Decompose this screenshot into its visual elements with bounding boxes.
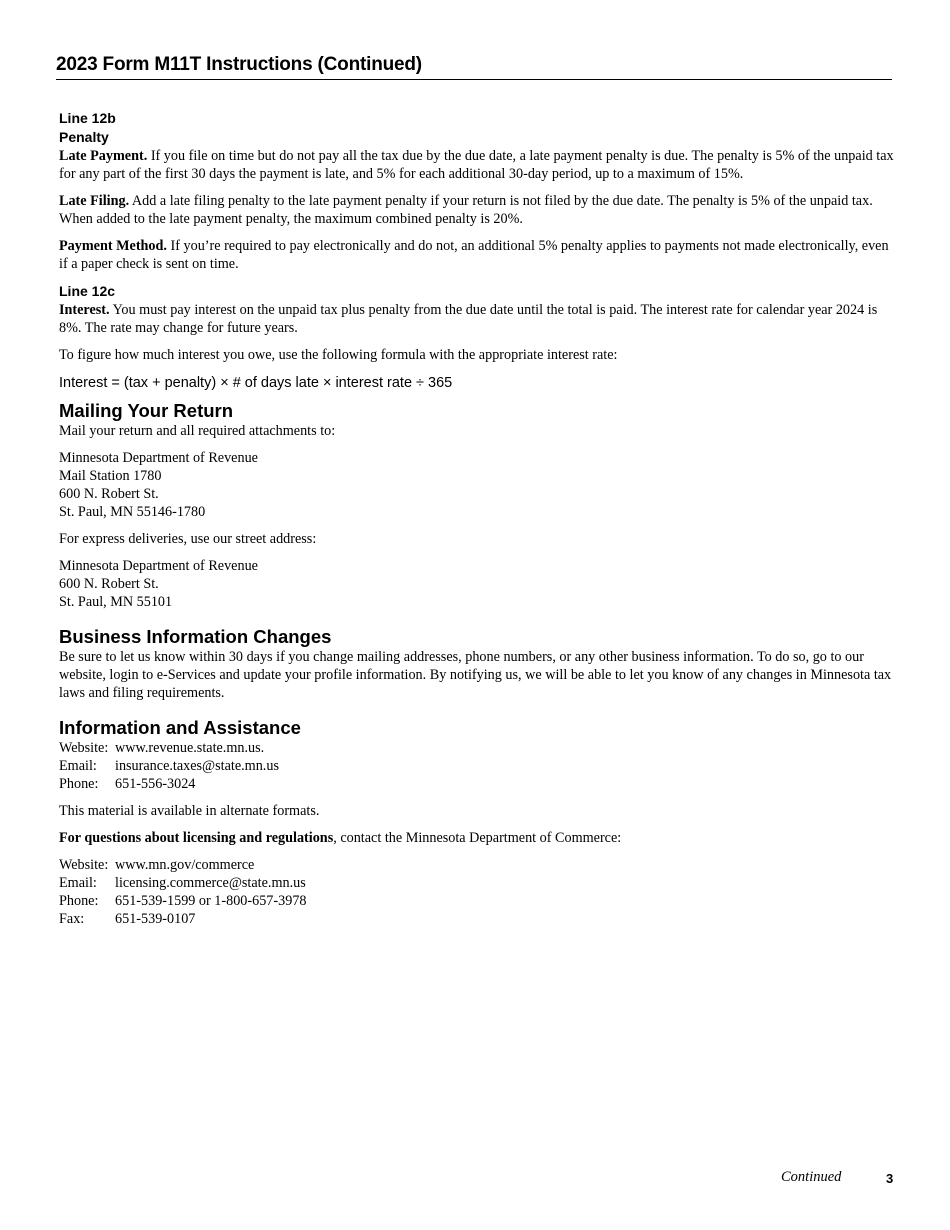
address-line: St. Paul, MN 55101 bbox=[59, 594, 173, 610]
line-12b-heading: Line 12b bbox=[59, 110, 116, 126]
contact-label: Website: bbox=[59, 740, 109, 756]
interest-paragraph bbox=[59, 301, 899, 337]
website-link[interactable]: www.revenue.state.mn.us. bbox=[115, 740, 265, 756]
figure-interest-text: To figure how much interest you owe, use the following formula with the appropriate interest rate: bbox=[59, 347, 618, 363]
continued-label: Continued bbox=[781, 1169, 842, 1185]
interest-formula: Interest = (tax + penalty) × # of days late × interest rate ÷ 365 bbox=[59, 375, 453, 391]
contact-row bbox=[59, 775, 899, 793]
address-line: 600 N. Robert St. bbox=[59, 486, 159, 502]
contact-label: Email: bbox=[59, 758, 97, 774]
commerce-bold: For questions about licensing and regulations bbox=[59, 830, 334, 846]
payment-method-paragraph bbox=[59, 237, 899, 273]
contact-row bbox=[59, 739, 899, 757]
contact-label: Fax: bbox=[59, 911, 85, 927]
payment-method-label: Payment Method. bbox=[59, 238, 167, 254]
interest-text: You must pay interest on the unpaid tax plus penalty from the due date until the total is paid. The interest rate for calendar year 2024 is 8%. The rate may change for future years. bbox=[59, 302, 878, 336]
late-payment-paragraph bbox=[59, 147, 899, 183]
street-address bbox=[59, 557, 899, 611]
commerce-contacts bbox=[59, 856, 899, 928]
commerce-paragraph bbox=[59, 829, 899, 847]
mailing-intro: Mail your return and all required attachments to: bbox=[59, 423, 336, 439]
contact-row bbox=[59, 910, 899, 928]
page-number: 3 bbox=[886, 1171, 894, 1186]
late-payment-text: If you file on time but do not pay all the tax due by the due date, a late payment penalty is due. The penalty is 5% of the unpaid tax for any part of the first 30 days the payment is late, and 5% for each additional 30-day period, up to a maximum of 15%. bbox=[59, 148, 894, 182]
address-line: Minnesota Department of Revenue bbox=[59, 450, 258, 466]
late-payment-label: Late Payment. bbox=[59, 148, 148, 164]
late-filing-text: Add a late filing penalty to the late payment penalty if your return is not filed by the due date. The penalty is 5% of the unpaid tax. When added to the late payment penalty, the maximum combined penalty is 20%. bbox=[59, 193, 873, 227]
page-title: 2023 Form M11T Instructions (Continued) bbox=[56, 54, 422, 75]
mailing-heading: Mailing Your Return bbox=[59, 400, 234, 421]
email-link[interactable]: licensing.commerce@state.mn.us bbox=[115, 875, 306, 891]
fax-value: 651-539-0107 bbox=[115, 911, 196, 927]
contact-label: Phone: bbox=[59, 776, 99, 792]
express-delivery-text: For express deliveries, use our street address: bbox=[59, 531, 317, 547]
contact-row bbox=[59, 757, 899, 775]
revenue-contacts bbox=[59, 739, 899, 793]
email-link[interactable]: insurance.taxes@state.mn.us bbox=[115, 758, 279, 774]
contact-row bbox=[59, 856, 899, 874]
business-changes-heading: Business Information Changes bbox=[59, 626, 332, 647]
line-12c-heading: Line 12c bbox=[59, 283, 116, 299]
assistance-heading: Information and Assistance bbox=[59, 717, 301, 738]
mailing-address bbox=[59, 449, 899, 521]
phone-value: 651-539-1599 or 1-800-657-3978 bbox=[115, 893, 307, 909]
alternate-formats-text: This material is available in alternate formats. bbox=[59, 803, 320, 819]
contact-label: Website: bbox=[59, 857, 109, 873]
interest-label: Interest. bbox=[59, 302, 110, 318]
commerce-text: , contact the Minnesota Department of Commerce: bbox=[333, 830, 622, 846]
contact-label: Email: bbox=[59, 875, 97, 891]
contact-label: Phone: bbox=[59, 893, 99, 909]
contact-row bbox=[59, 892, 899, 910]
phone-value: 651-556-3024 bbox=[115, 776, 196, 792]
penalty-subheading: Penalty bbox=[59, 129, 109, 145]
document-body bbox=[59, 109, 899, 937]
late-filing-paragraph bbox=[59, 192, 899, 228]
address-line: 600 N. Robert St. bbox=[59, 576, 159, 592]
address-line: Mail Station 1780 bbox=[59, 468, 162, 484]
website-link[interactable]: www.mn.gov/commerce bbox=[115, 857, 255, 873]
address-line: Minnesota Department of Revenue bbox=[59, 558, 258, 574]
business-changes-text: Be sure to let us know within 30 days if you change mailing addresses, phone numbers, or any other business information. To do so, go to our website, login to e-Services and update your profile information. By notifying us, we will be able to let you know of any changes in Minnesota tax laws and filing requirements. bbox=[59, 649, 892, 701]
late-filing-label: Late Filing. bbox=[59, 193, 130, 209]
contact-row bbox=[59, 874, 899, 892]
payment-method-text: If you’re required to pay electronically and do not, an additional 5% penalty applies to payments not made electronically, even if a paper check is sent on time. bbox=[59, 238, 889, 272]
address-line: St. Paul, MN 55146-1780 bbox=[59, 504, 206, 520]
page-header bbox=[56, 53, 892, 80]
